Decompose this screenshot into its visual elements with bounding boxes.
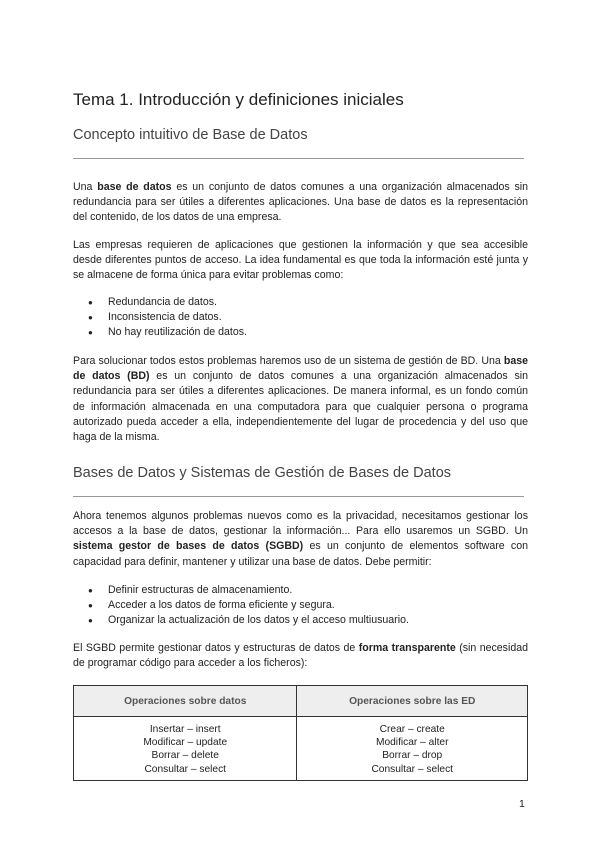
operation: Modificar – update bbox=[143, 737, 228, 749]
table-header: Operaciones sobre datos bbox=[74, 686, 297, 717]
text: Para solucionar todos estos problemas haremos uso de un sistema de gestión de BD. Una bbox=[73, 355, 504, 367]
section-heading-concepto: Concepto intuitivo de Base de Datos bbox=[73, 127, 308, 143]
list-item: ● Acceder a los datos de forma eficiente y segura. bbox=[73, 598, 523, 613]
operation: Borrar – delete bbox=[151, 750, 219, 762]
text: Ahora tenemos algunos problemas nuevos como es la privacidad, necesitamos gestionar los accesos a la base de datos, gestionar la información... Para ello usaremos un SGBD. Un bbox=[73, 510, 528, 538]
table-cell-structure-ops bbox=[297, 717, 528, 781]
operation: Insertar – insert bbox=[149, 724, 221, 735]
operation: Consultar – select bbox=[144, 763, 226, 775]
paragraph-definicion-bd bbox=[73, 180, 528, 226]
text: Una bbox=[73, 181, 98, 193]
sgbd-capabilities-list bbox=[73, 583, 523, 629]
page-title: Tema 1. Introducción y definiciones iniciales bbox=[73, 90, 404, 109]
text: es un conjunto de elementos software con capacidad para definir, mantener y utilizar una base de datos. Debe permitir: bbox=[73, 540, 528, 568]
operation: Crear – create bbox=[379, 724, 445, 735]
operation: Borrar – drop bbox=[382, 750, 443, 762]
table-header-row bbox=[74, 686, 528, 717]
problems-list bbox=[73, 295, 523, 341]
text: (sin necesidad de programar código para acceder a los ficheros): bbox=[73, 642, 528, 670]
paragraph-sgbd bbox=[73, 509, 528, 570]
section-divider bbox=[73, 158, 524, 159]
list-item: ● Redundancia de datos. bbox=[73, 295, 523, 310]
paragraph-solucion bbox=[73, 354, 528, 445]
paragraph-transparente bbox=[73, 641, 528, 671]
text: es un conjunto de datos comunes a una organización almacenados sin redundancia para ser útiles a diferentes aplicaciones. De manera informal, es un fondo común de información almacenada en una computadora para que cualquier persona o programa autorizado pueda acceder a ella, independientemente del lugar de procedencia y del uso que haga de la misma. bbox=[73, 370, 528, 444]
operations-table bbox=[73, 685, 528, 781]
text: El SGBD permite gestionar datos y estructuras de datos de bbox=[73, 642, 359, 654]
page-number: 1 bbox=[519, 798, 525, 810]
section-divider bbox=[73, 496, 524, 497]
list-item: ● No hay reutilización de datos. bbox=[73, 325, 523, 340]
table-row bbox=[74, 717, 528, 781]
operation: Modificar – alter bbox=[375, 737, 449, 749]
table-header: Operaciones sobre las ED bbox=[297, 686, 528, 717]
bold-term: base de datos bbox=[97, 181, 172, 193]
section-heading-sgbd: Bases de Datos y Sistemas de Gestión de Bases de Datos bbox=[73, 465, 452, 481]
bold-term: base de datos (BD) bbox=[73, 355, 528, 383]
operation: Consultar – select bbox=[371, 763, 453, 775]
list-item: ● Organizar la actualización de los datos y el acceso multiusuario. bbox=[73, 613, 523, 628]
list-item: ● Inconsistencia de datos. bbox=[73, 310, 523, 325]
list-item: ● Definir estructuras de almacenamiento. bbox=[73, 583, 523, 598]
paragraph-empresas: Las empresas requieren de aplicaciones que gestionen la información y que sea accesible desde diferentes puntos de acceso. La idea fundamental es que toda la información esté junta y se almacene de forma única para evitar problemas como: bbox=[73, 239, 528, 282]
bold-term: forma transparente bbox=[358, 642, 456, 654]
text: es un conjunto de datos comunes a una organización almacenados sin redundancia para ser útiles a diferentes aplicaciones. Una base de datos es la representación del contenido, de los datos de una empresa. bbox=[73, 181, 528, 224]
table-cell-data-ops bbox=[74, 717, 297, 781]
bold-term: sistema gestor de bases de datos (SGBD) bbox=[73, 540, 304, 553]
